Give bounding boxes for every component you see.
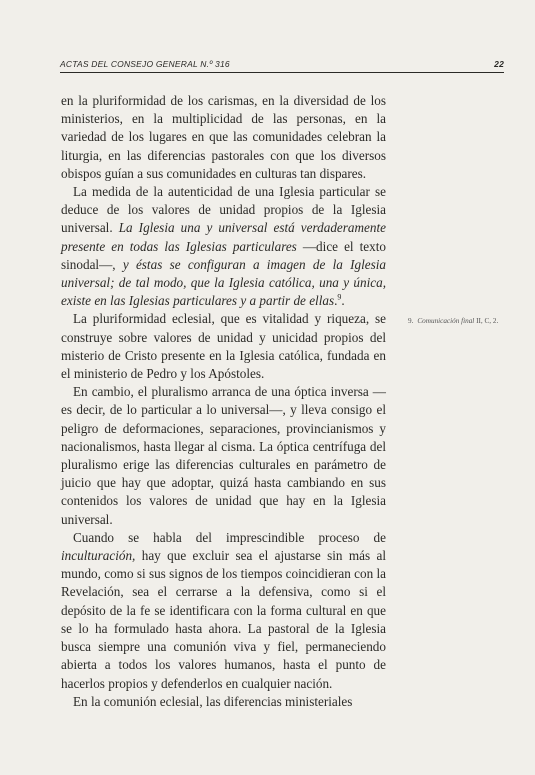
body-paragraph — [61, 310, 386, 383]
text-run: La medida de la autenticidad de una Iglesia particular se deduce de los valores de unidad propios de la Iglesia universal. — [61, 184, 386, 236]
text-run: hay que excluir sea el ajustarse sin más al mundo, como si sus signos de los tiempos coincidieran con la Revelación, sea el cerrarse a la defensiva, como si el depósito de la fe se identificara con la forma cultural en que se lo ha formulado hasta ahora. La pastoral de la Iglesia busca siempre una comunión viva y fiel, permaneciendo abierta a todos los valores humanos, hasta el punto de hacerlos propios y defenderlos en cualquier nación. — [61, 548, 386, 691]
footnote-marker: 9 — [337, 292, 342, 302]
text-run: En cambio, el pluralismo arranca de una óptica inversa —es decir, de lo particular a lo universal—, y lleva consigo el peligro de deformaciones, separaciones, provincianismos y nacionalismos, hasta llegar al cisma. La óptica centrífuga del pluralismo erige las diferencias culturales en parámetro de juicio que hay que adoptar, quizá hasta cambiando en sus contenidos los valores de unidad que hay en la Iglesia universal. — [61, 384, 386, 527]
text-run: . — [334, 293, 338, 309]
italic-quotation: y éstas se configuran a imagen de la Iglesia universal; de tal modo, que la Iglesia católica, una y única, existe en las Iglesias particulares y a partir de ellas — [61, 256, 386, 309]
text-run: Cuando se habla del imprescindible proceso de — [73, 529, 386, 545]
text-run: en la pluriformidad de los carismas, en la diversidad de los ministerios, en la multiplicidad de las personas, en la variedad de los lugares en que las comunidades celebran la liturgia, en las diferencias pastorales con que los diversos obispos guían a sus comunidades en culturas tan dispares. — [61, 93, 386, 181]
body-paragraph — [61, 92, 386, 183]
text-run: En la comunión eclesial, las diferencias ministeriales — [73, 693, 353, 709]
body-paragraph — [61, 529, 386, 693]
page-number: 22 — [494, 59, 504, 69]
running-header — [60, 58, 504, 73]
text-run: . — [341, 293, 345, 309]
italic-quotation: inculturación, — [61, 548, 136, 564]
body-paragraph — [61, 383, 386, 529]
footnote — [408, 316, 503, 326]
main-text-column — [61, 92, 386, 711]
italic-quotation: La Iglesia una y universal está verdaderamente presente en todas las Iglesias particulares — [61, 220, 386, 254]
footnote-number: 9. — [408, 317, 414, 325]
footnote-reference: II, C, 2. — [474, 317, 499, 325]
footnote-source: Comunicación final — [417, 317, 475, 325]
text-run: —dice el texto sinodal—, — [61, 238, 386, 272]
body-paragraph — [61, 183, 386, 310]
body-paragraph — [61, 693, 386, 711]
text-run: La pluriformidad eclesial, que es vitalidad y riqueza, se construye sobre valores de unidad y unicidad propios del misterio de Cristo presente en la Iglesia católica, fundada en el ministerio de Pedro y los Apóstoles. — [61, 311, 386, 382]
running-title: ACTAS DEL CONSEJO GENERAL N.º 316 — [60, 59, 230, 69]
